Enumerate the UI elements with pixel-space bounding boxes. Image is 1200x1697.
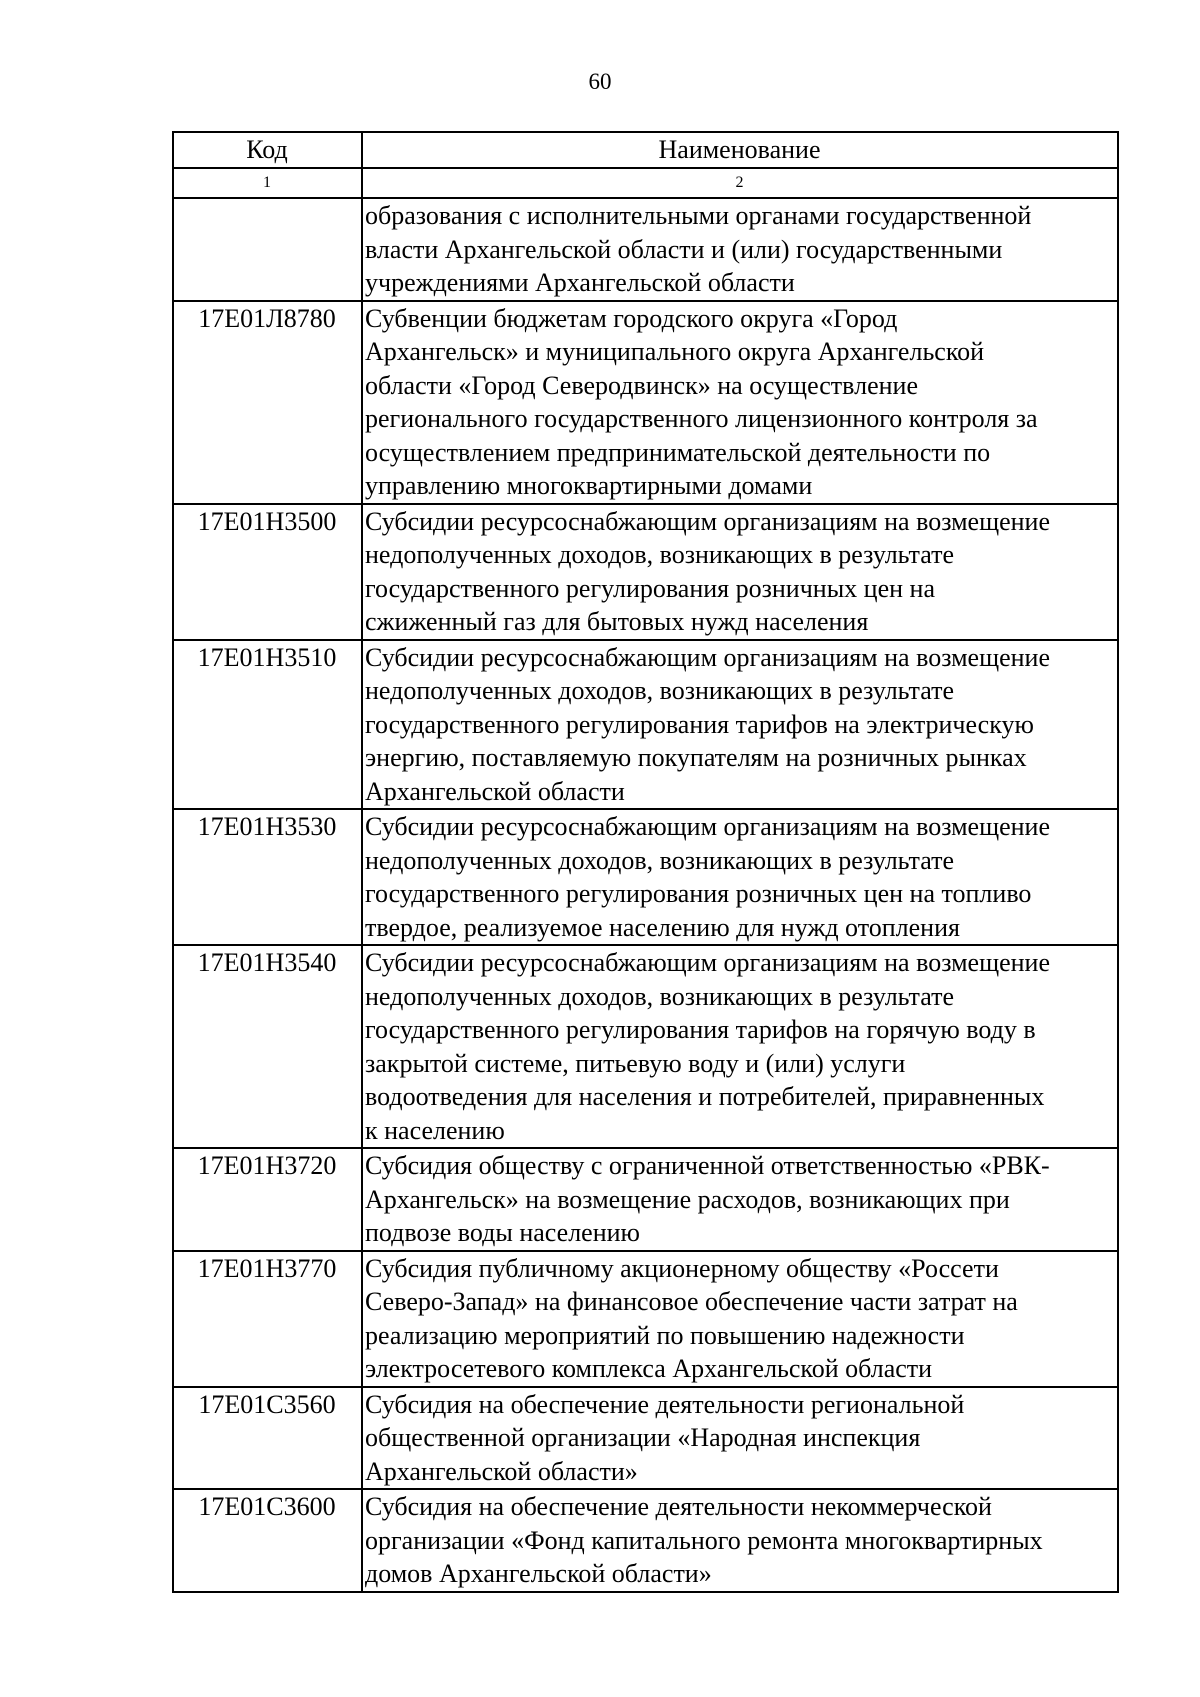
code-cell: 17Е01Н3720 xyxy=(173,1148,362,1251)
name-line: государственного регулирования розничных цен на xyxy=(365,573,935,603)
name-cell xyxy=(362,301,1118,504)
name-line: реализацию мероприятий по повышению надежности xyxy=(365,1320,965,1350)
name-line: к населению xyxy=(365,1115,505,1145)
table-row xyxy=(173,301,1118,504)
name-line: Северо-Запад» на финансовое обеспечение части затрат на xyxy=(365,1287,1018,1316)
table-row xyxy=(173,504,1118,640)
name-line: Субсидии ресурсоснабжающим организациям на возмещение xyxy=(365,812,1051,841)
code-cell: 17Е01Н3540 xyxy=(173,945,362,1148)
name-line: Субсидии ресурсоснабжающим организациям на возмещение xyxy=(365,642,1051,672)
page-number: 60 xyxy=(588,69,612,94)
table-row xyxy=(173,809,1118,945)
budget-code-table xyxy=(172,131,1119,1593)
name-line: подвозе воды населению xyxy=(365,1218,640,1247)
name-line: водоотведения для населения и потребителей, приравненных xyxy=(365,1082,1045,1111)
table-row xyxy=(173,640,1118,810)
name-cell xyxy=(362,1148,1118,1251)
name-line: сжиженный газ для бытовых нужд населения xyxy=(365,607,869,636)
table-row xyxy=(173,1489,1118,1592)
code-cell: 17Е01Л8780 xyxy=(173,301,362,504)
name-line: Архангельской области xyxy=(365,776,625,806)
table-row xyxy=(173,198,1118,301)
name-line: закрытой системе, питьевую воду и (или) услуги xyxy=(365,1048,906,1078)
code-cell: 17Е01Н3770 xyxy=(173,1251,362,1387)
name-line: домов Архангельской области» xyxy=(365,1559,712,1588)
code-cell: 17Е01Н3510 xyxy=(173,640,362,810)
name-line: недополученных доходов, возникающих в результате xyxy=(365,981,954,1011)
name-line: Архангельской области» xyxy=(365,1456,638,1486)
name-line: учреждениями Архангельской области xyxy=(365,268,795,297)
name-cell xyxy=(362,1251,1118,1387)
name-line: Субсидия публичному акционерному обществу «Россети xyxy=(365,1253,999,1283)
name-line: Архангельск» и муниципального округа Архангельской xyxy=(365,337,985,366)
name-line: власти Архангельской области и (или) государственными xyxy=(365,234,1003,264)
name-line: Субсидия обществу с ограниченной ответственностью «РВК- xyxy=(365,1151,1050,1180)
name-line: области «Город Северодвинск» на осуществление xyxy=(365,370,918,400)
column-number-2: 2 xyxy=(362,168,1118,198)
name-line: недополученных доходов, возникающих в результате xyxy=(365,845,954,875)
name-line: государственного регулирования розничных цен на топливо xyxy=(365,879,1032,908)
name-line: Субсидии ресурсоснабжающим организациям на возмещение xyxy=(365,506,1051,536)
name-line: образования с исполнительными органами государственной xyxy=(365,201,1032,230)
table-row xyxy=(173,1387,1118,1490)
name-line: электросетевого комплекса Архангельской области xyxy=(365,1354,933,1383)
name-cell xyxy=(362,809,1118,945)
code-cell: 17Е01Н3500 xyxy=(173,504,362,640)
name-line: Субсидии ресурсоснабжающим организациям на возмещение xyxy=(365,948,1051,977)
name-cell xyxy=(362,198,1118,301)
name-cell xyxy=(362,504,1118,640)
name-line: государственного регулирования тарифов на электрическую xyxy=(365,709,1034,739)
name-line: Субсидия на обеспечение деятельности некоммерческой xyxy=(365,1492,992,1521)
code-cell xyxy=(173,198,362,301)
header-code: Код xyxy=(173,132,362,168)
name-line: Субвенции бюджетам городского округа «Город xyxy=(365,303,898,333)
table-row xyxy=(173,1148,1118,1251)
name-cell xyxy=(362,640,1118,810)
code-cell: 17Е01С3600 xyxy=(173,1489,362,1592)
column-number-1: 1 xyxy=(173,168,362,198)
name-line: недополученных доходов, возникающих в результате xyxy=(365,540,954,569)
name-line: недополученных доходов, возникающих в результате xyxy=(365,676,954,705)
name-cell xyxy=(362,945,1118,1148)
code-cell: 17Е01С3560 xyxy=(173,1387,362,1490)
name-line: управлению многоквартирными домами xyxy=(365,471,813,500)
header-name: Наименование xyxy=(362,132,1118,168)
name-cell xyxy=(362,1489,1118,1592)
name-line: Архангельск» на возмещение расходов, возникающих при xyxy=(365,1184,1010,1214)
name-line: энергию, поставляемую покупателям на розничных рынках xyxy=(365,743,1027,772)
table-row xyxy=(173,945,1118,1148)
code-cell: 17Е01Н3530 xyxy=(173,809,362,945)
name-line: твердое, реализуемое населению для нужд отопления xyxy=(365,912,960,942)
table-header-row xyxy=(173,132,1118,168)
name-line: организации «Фонд капитального ремонта многоквартирных xyxy=(365,1525,1043,1555)
table-row xyxy=(173,1251,1118,1387)
name-line: государственного регулирования тарифов на горячую воду в xyxy=(365,1015,1036,1044)
name-line: регионального государственного лицензионного контроля за xyxy=(365,404,1038,433)
column-number-row xyxy=(173,168,1118,198)
name-line: общественной организации «Народная инспекция xyxy=(365,1423,921,1452)
name-line: Субсидия на обеспечение деятельности региональной xyxy=(365,1389,965,1419)
name-cell xyxy=(362,1387,1118,1490)
name-line: осуществлением предпринимательской деятельности по xyxy=(365,437,991,467)
